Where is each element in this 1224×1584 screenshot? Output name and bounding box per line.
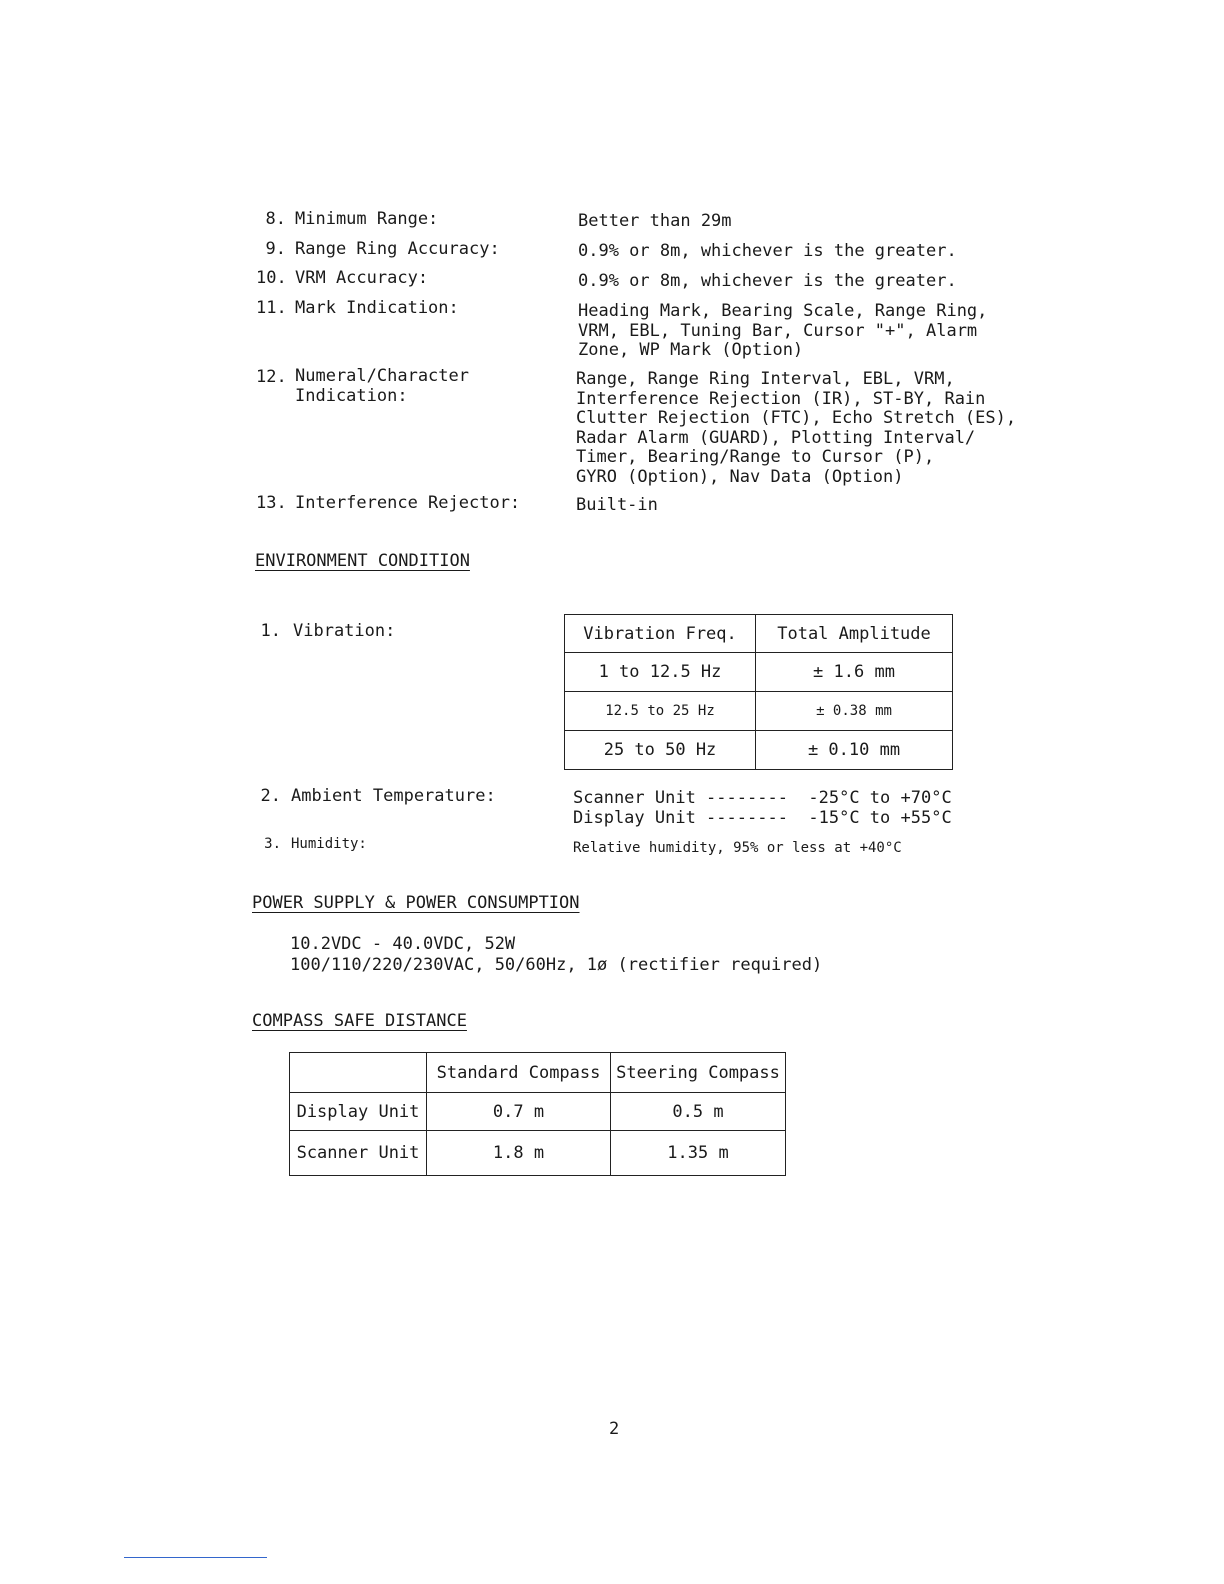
table-header [290, 1053, 427, 1093]
table-header: Vibration Freq. [565, 615, 756, 653]
table-header: Steering Compass [611, 1053, 786, 1093]
spec-value: Built-in [576, 495, 658, 515]
spec-label: Numeral/Character Indication: [295, 366, 469, 406]
spec-number: 10. [256, 268, 287, 288]
spec-label: VRM Accuracy: [295, 268, 429, 288]
table-cell: ± 1.6 mm [756, 653, 953, 692]
spec-label: Mark Indication: [295, 298, 459, 318]
page-number: 2 [609, 1419, 620, 1439]
table-cell: Scanner Unit [290, 1131, 427, 1176]
table-cell: 25 to 50 Hz [565, 731, 756, 770]
table-cell: 1 to 12.5 Hz [565, 653, 756, 692]
spec-number: 2. [260, 786, 281, 806]
spec-number: 8. [265, 209, 286, 229]
spec-number: 9. [265, 239, 286, 259]
spec-value: 0.9% or 8m, whichever is the greater. [578, 271, 957, 291]
section-heading-compass: COMPASS SAFE DISTANCE [252, 1011, 467, 1031]
section-heading-power: POWER SUPPLY & POWER CONSUMPTION [252, 893, 580, 913]
section-heading-environment: ENVIRONMENT CONDITION [255, 551, 470, 571]
temperature-value: Scanner Unit -------- -25°C to +70°C Display Unit -------- -15°C to +55°C [573, 788, 952, 828]
spec-label: Range Ring Accuracy: [295, 239, 500, 259]
table-cell: 1.35 m [611, 1131, 786, 1176]
table-cell: 1.8 m [427, 1131, 611, 1176]
table-header: Standard Compass [427, 1053, 611, 1093]
temperature-label: Ambient Temperature: [291, 786, 496, 806]
spec-value: 0.9% or 8m, whichever is the greater. [578, 241, 957, 261]
spec-number: 13. [256, 493, 287, 513]
humidity-value: Relative humidity, 95% or less at +40°C [573, 840, 902, 856]
spec-value: Range, Range Ring Interval, EBL, VRM, Interference Rejection (IR), ST-BY, Rain Clutter Rejection (FTC), Echo Stretch (ES), Radar Alarm (GUARD), Plotting Interval/ Timer, Bearing/Range to Cursor (Р), GYRO (Option), Nav Data (Option) [576, 369, 1017, 487]
table-cell: Display Unit [290, 1093, 427, 1131]
power-lines: 10.2VDC - 40.0VDC, 52W 100/110/220/230VAC, 50/60Hz, 1ø (rectifier required) [290, 934, 823, 975]
humidity-label: Humidity: [291, 836, 367, 852]
table-header: Total Amplitude [756, 615, 953, 653]
spec-value: Better than 29m [578, 211, 732, 231]
spec-label: Interference Rejector: [295, 493, 521, 513]
vibration-label: Vibration: [293, 621, 396, 641]
table-cell: ± 0.10 mm [756, 731, 953, 770]
spec-number: 3. [264, 836, 281, 852]
spec-number: 12. [256, 367, 287, 387]
table-cell: 0.5 m [611, 1093, 786, 1131]
spec-label: Minimum Range: [295, 209, 439, 229]
spec-value: Heading Mark, Bearing Scale, Range Ring, VRM, EBL, Tuning Bar, Cursor "+", Alarm Zone, WP Mark (Option) [578, 301, 988, 360]
table-cell: 0.7 m [427, 1093, 611, 1131]
table-cell: 12.5 to 25 Hz [565, 692, 756, 731]
table-cell: ± 0.38 mm [756, 692, 953, 731]
footer-rule [124, 1557, 267, 1558]
compass-table [289, 1052, 786, 1176]
spec-number: 1. [260, 621, 281, 641]
vibration-table [564, 614, 953, 770]
spec-number: 11. [256, 298, 287, 318]
